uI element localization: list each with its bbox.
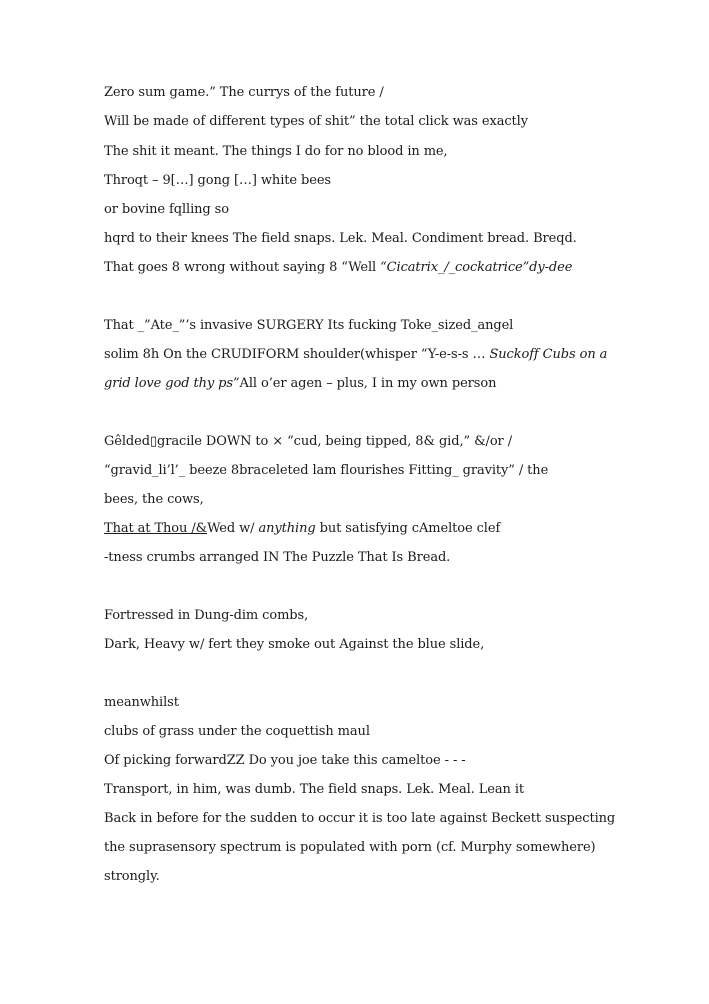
poem-line-4 [104, 172, 331, 190]
poem-line-19 [104, 723, 370, 741]
poem-line-11 [104, 433, 512, 451]
poem-text: All o’er agen – plus, I in my own person [239, 376, 497, 391]
poem-italic-text: grid love god thy ps” [104, 376, 240, 391]
poem-line-23 [104, 839, 596, 857]
poem-underlined-text: That at Thou /& [104, 521, 208, 536]
poem-text: clubs of grass under the coquettish maul [104, 724, 370, 739]
poem-line-8 [104, 317, 513, 335]
poem-line-13 [104, 491, 204, 509]
poem-line-22 [104, 810, 615, 828]
poem-text: Of picking forwardZZ Do you joe take this cameltoe - - - [104, 753, 466, 768]
poem-line-14 [104, 520, 500, 538]
poem-text: the suprasensory spectrum is populated with porn (cf. Murphy somewhere) [104, 840, 596, 855]
poem-line-20 [104, 752, 466, 770]
poem-line-3 [104, 143, 448, 161]
poem-line-7 [104, 259, 572, 277]
poem-italic-text: Suckoff Cubs on a [489, 347, 608, 362]
poem-line-16 [104, 607, 308, 625]
poem-text: or bovine fqlling so [104, 202, 229, 217]
poem-text: -tness crumbs arranged IN The Puzzle That Is Bread. [104, 550, 451, 565]
poem-text: That _”Ate_”’s invasive SURGERY Its fucking Toke_sized_angel [104, 318, 514, 333]
poem-text: bees, the cows, [104, 492, 204, 507]
poem-line-18 [104, 694, 179, 712]
poem-text: Dark, Heavy w/ fert they smoke out Against the blue slide, [104, 637, 485, 652]
poem-line-2 [104, 113, 528, 131]
poem-line-5 [104, 201, 229, 219]
poem-line-9 [104, 346, 607, 364]
poem-line-21 [104, 781, 524, 799]
poem-text: Zero sum game.” The currys of the future / [104, 85, 384, 100]
poem-text: strongly. [104, 869, 160, 884]
poem-line-15 [104, 549, 450, 567]
poem-text: Fortressed in Dung-dim combs, [104, 608, 309, 623]
poem-text: “gravid_li’l’_ beeze 8braceleted lam flourishes Fitting_ gravity” / the [104, 463, 549, 478]
poem-text: The shit it meant. The things I do for no blood in me, [104, 144, 448, 159]
poem-text: Gêlded▯gracile DOWN to × “cud, being tipped, 8& gid,” &/or / [104, 434, 512, 449]
poem-text: Throqt – 9[…] gong […] white bees [104, 173, 331, 188]
poem-text: Back in before for the sudden to occur it is too late against Beckett suspecting [104, 811, 616, 826]
poem-line-1 [104, 84, 384, 102]
poem-text: solim 8h On the CRUDIFORM shoulder(whisper “Y-e-s-s … [104, 347, 490, 362]
poem-text: hqrd to their knees The field snaps. Lek. Meal. Condiment bread. Breqd. [104, 231, 577, 246]
poem-text: Wed w/ [207, 521, 259, 536]
poem-text: Will be made of different types of shit” the total click was exactly [104, 114, 528, 129]
poem-text: meanwhilst [104, 695, 179, 710]
poem-line-17 [104, 636, 484, 654]
poem-line-24 [104, 868, 160, 886]
poem-text: but satisfying cAmeltoe clef [315, 521, 501, 536]
poem-line-10 [104, 375, 496, 393]
poem-text: That goes 8 wrong without saying 8 “Well [104, 260, 381, 275]
poem-italic-text: anything [258, 521, 316, 536]
poem-line-12 [104, 462, 548, 480]
poem-line-6 [104, 230, 577, 248]
poem-italic-text: “Cicatrix_/_cockatrice”dy-dee [380, 260, 573, 275]
poem-text: Transport, in him, was dumb. The field snaps. Lek. Meal. Lean it [104, 782, 525, 797]
